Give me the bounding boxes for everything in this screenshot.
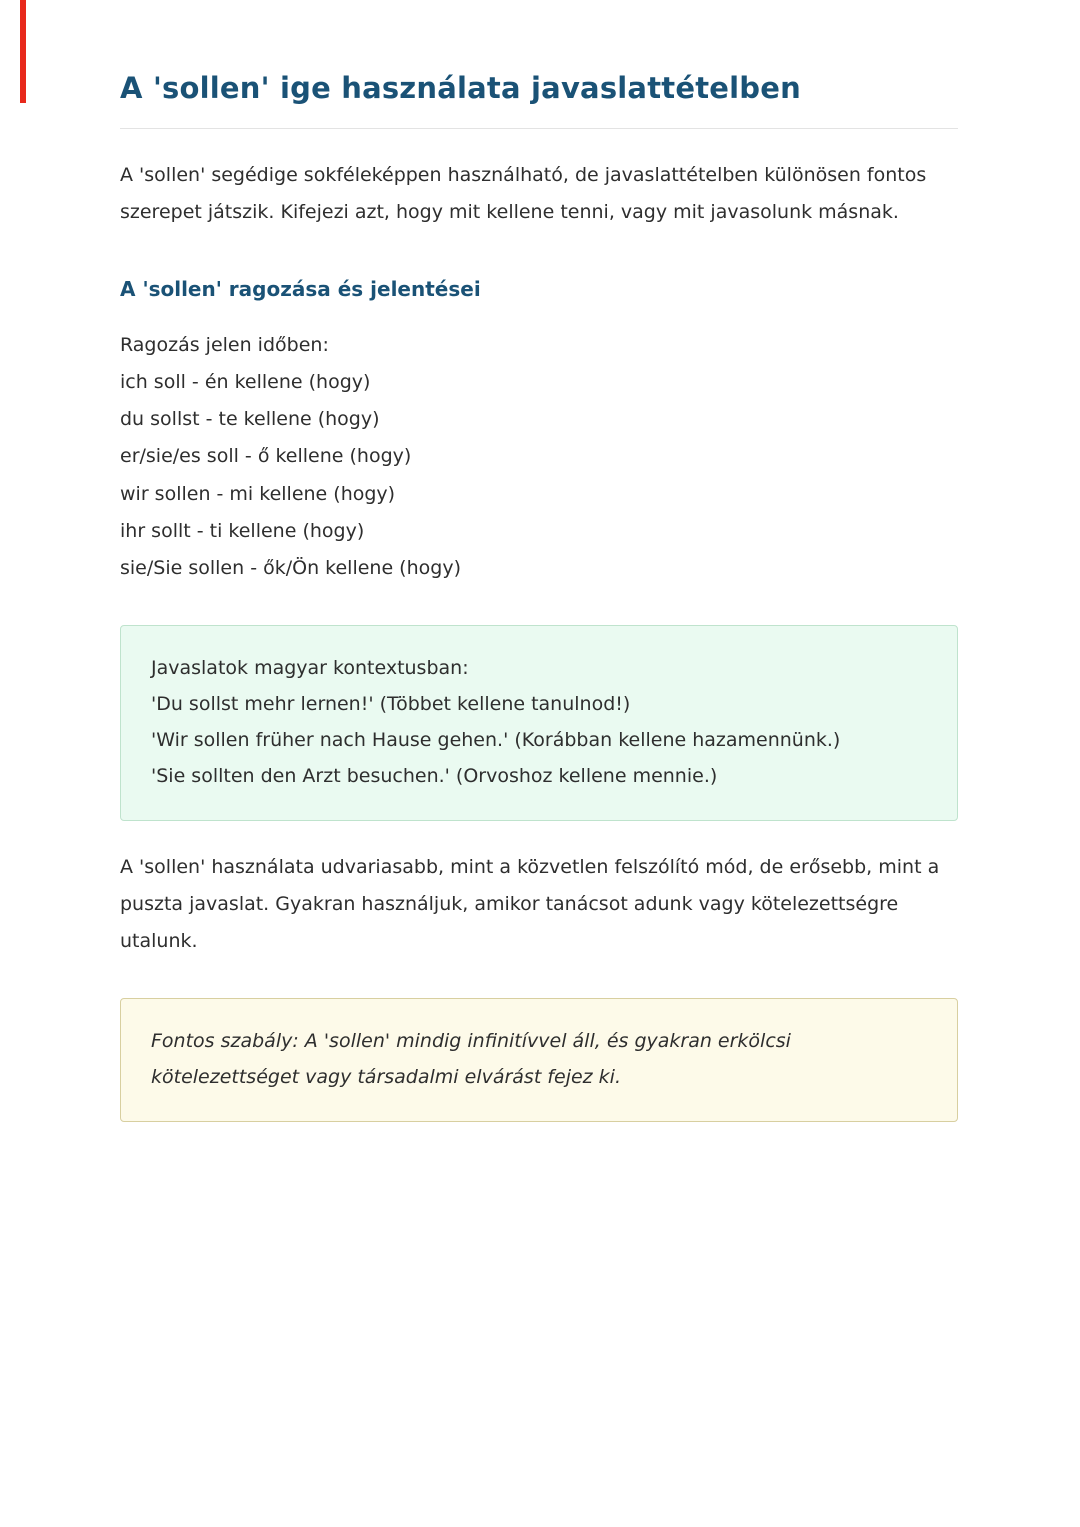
conjugation-list — [120, 327, 958, 586]
conjugation-line: ihr sollt - ti kellene (hogy) — [120, 519, 365, 542]
examples-box — [120, 625, 958, 821]
conjugation-line: du sollst - te kellene (hogy) — [120, 408, 380, 431]
examples-box-line: 'Sie sollten den Arzt besuchen.' (Orvoshoz kellene mennie.) — [151, 764, 718, 787]
examples-box-line: Javaslatok magyar kontextusban: — [151, 656, 469, 679]
examples-box-line: 'Wir sollen früher nach Hause gehen.' (Korábban kellene hazamennünk.) — [151, 728, 841, 751]
conjugation-line: ich soll - én kellene (hogy) — [120, 371, 371, 394]
conjugation-line: sie/Sie sollen - ők/Ön kellene (hogy) — [120, 556, 461, 579]
conjugation-line: er/sie/es soll - ő kellene (hogy) — [120, 445, 412, 468]
left-accent-stripe — [20, 0, 26, 103]
section-heading: A 'sollen' ragozása és jelentései — [120, 277, 481, 302]
conjugation-line: Ragozás jelen időben: — [120, 334, 329, 357]
page-title: A 'sollen' ige használata javaslattételben — [120, 71, 801, 105]
important-rule-box: Fontos szabály: A 'sollen' mindig infinitívvel áll, és gyakran erkölcsi kötelezettséget vagy társadalmi elvárást fejez ki. — [120, 998, 958, 1122]
intro-paragraph: A 'sollen' segédige sokféleképpen használható, de javaslattételben különösen fontos szerepet játszik. Kifejezi azt, hogy mit kellene tenni, vagy mit javasolunk másnak. — [120, 164, 927, 224]
examples-box-line: 'Du sollst mehr lernen!' (Többet kellene tanulnod!) — [151, 692, 631, 715]
conjugation-line: wir sollen - mi kellene (hogy) — [120, 482, 396, 505]
usage-paragraph: A 'sollen' használata udvariasabb, mint a közvetlen felszólító mód, de erősebb, mint a puszta javaslat. Gyakran használjuk, amikor tanácsot adunk vagy kötelezettségre utalunk. — [120, 856, 940, 953]
title-divider — [120, 128, 958, 129]
